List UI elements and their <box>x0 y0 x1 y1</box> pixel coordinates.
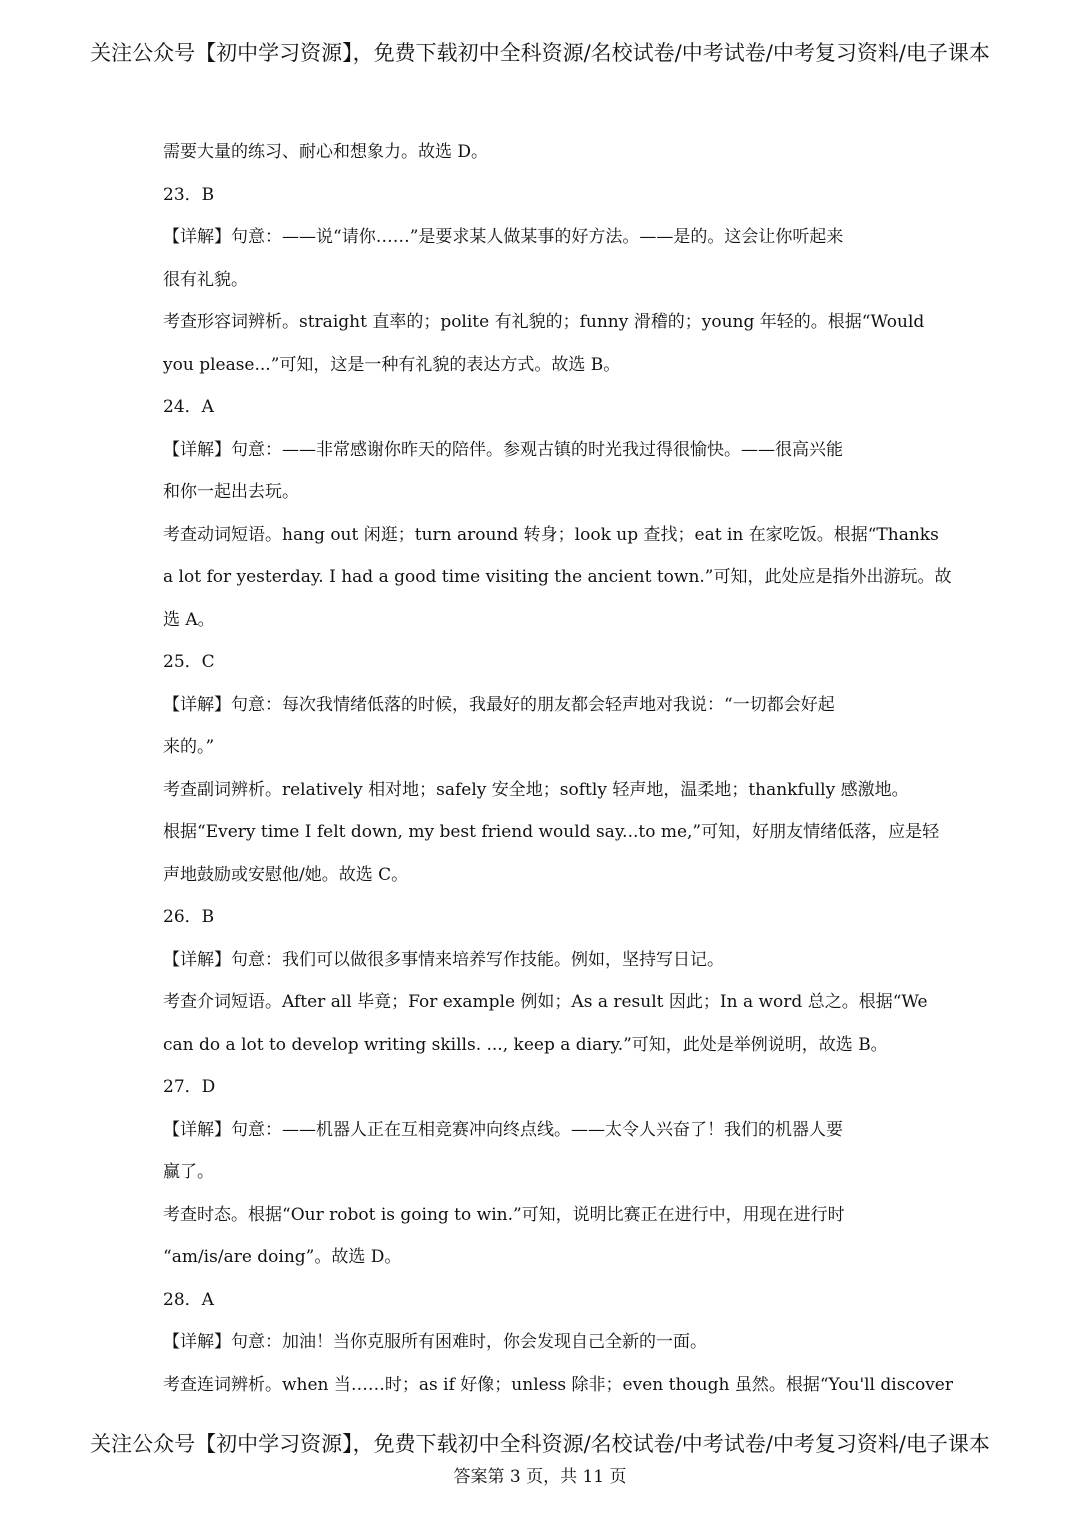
answer-number-25: 25．C <box>163 652 215 672</box>
text-line: 【详解】句意：——机器人正在互相竞赛冲向终点线。——太令人兴奋了！我们的机器人要 <box>163 1119 843 1140</box>
text-line: 根据“Every time I felt down, my best friend would say...to me,”可知，好朋友情绪低落，应是轻 <box>163 822 940 842</box>
text-line: 【详解】句意：——非常感谢你昨天的陪伴。参观古镇的时光我过得很愉快。——很高兴能 <box>163 439 843 460</box>
answer-number-27: 27．D <box>163 1077 216 1097</box>
text-line: 考查时态。根据“Our robot is going to win.”可知，说明比赛正在进行中，用现在进行时 <box>163 1204 845 1225</box>
text-line: 【详解】句意：——说“请你……”是要求某人做某事的好方法。——是的。这会让你听起来 <box>163 227 844 247</box>
text-line: 考查副词辨析。relatively 相对地；safely 安全地；softly 轻声地，温柔地；thankfully 感激地。 <box>163 779 909 800</box>
text-line: a lot for yesterday. I had a good time visiting the ancient town.”可知，此处应是指外出游玩。故 <box>163 567 952 587</box>
text-line: “am/is/are doing”。故选 D。 <box>163 1247 402 1267</box>
text-line: 赢了。 <box>163 1162 214 1182</box>
page-number: 答案第 3 页，共 11 页 <box>453 1467 627 1487</box>
text-line: 选 A。 <box>163 609 215 630</box>
text-line: you please...”可知，这是一种有礼貌的表达方式。故选 B。 <box>163 354 621 375</box>
answer-number-26: 26．B <box>163 907 215 927</box>
answer-content <box>163 131 953 1406</box>
text-line: 考查介词短语。After all 毕竟；For example 例如；As a result 因此；In a word 总之。根据“We <box>163 992 928 1012</box>
text-line: 【详解】句意：每次我情绪低落的时候，我最好的朋友都会轻声地对我说：“一切都会好起 <box>163 694 835 715</box>
text-line: 声地鼓励或安慰他/她。故选 C。 <box>163 864 409 885</box>
text-line: 考查形容词辨析。straight 直率的；polite 有礼貌的；funny 滑稽的；young 年轻的。根据“Would <box>163 312 925 332</box>
text-line: 来的。” <box>163 737 215 757</box>
text-line: 【详解】句意：加油！当你克服所有困难时，你会发现自己全新的一面。 <box>163 1332 707 1352</box>
promo-banner-bottom: 关注公众号【初中学习资源】，免费下载初中全科资源/名校试卷/中考试卷/中考复习资料/电子课本 <box>90 1432 990 1456</box>
answer-number-23: 23．B <box>163 184 215 205</box>
text-line: 【详解】句意：我们可以做很多事情来培养写作技能。例如，坚持写日记。 <box>163 949 724 970</box>
text-line: 和你一起出去玩。 <box>163 482 299 502</box>
promo-banner-top: 关注公众号【初中学习资源】，免费下载初中全科资源/名校试卷/中考试卷/中考复习资料/电子课本 <box>90 41 990 65</box>
text-line: can do a lot to develop writing skills. ..., keep a diary.”可知，此处是举例说明，故选 B。 <box>163 1034 888 1055</box>
text-line: 很有礼貌。 <box>163 269 248 290</box>
text-line: 需要大量的练习、耐心和想象力。故选 D。 <box>163 142 489 162</box>
answer-number-24: 24．A <box>163 397 214 417</box>
text-line: 考查连词辨析。when 当……时；as if 好像；unless 除非；even though 虽然。根据“You'll discover <box>163 1374 953 1395</box>
text-line: 考查动词短语。hang out 闲逛；turn around 转身；look up 查找；eat in 在家吃饭。根据“Thanks <box>163 524 939 545</box>
answer-number-28: 28．A <box>163 1289 214 1310</box>
